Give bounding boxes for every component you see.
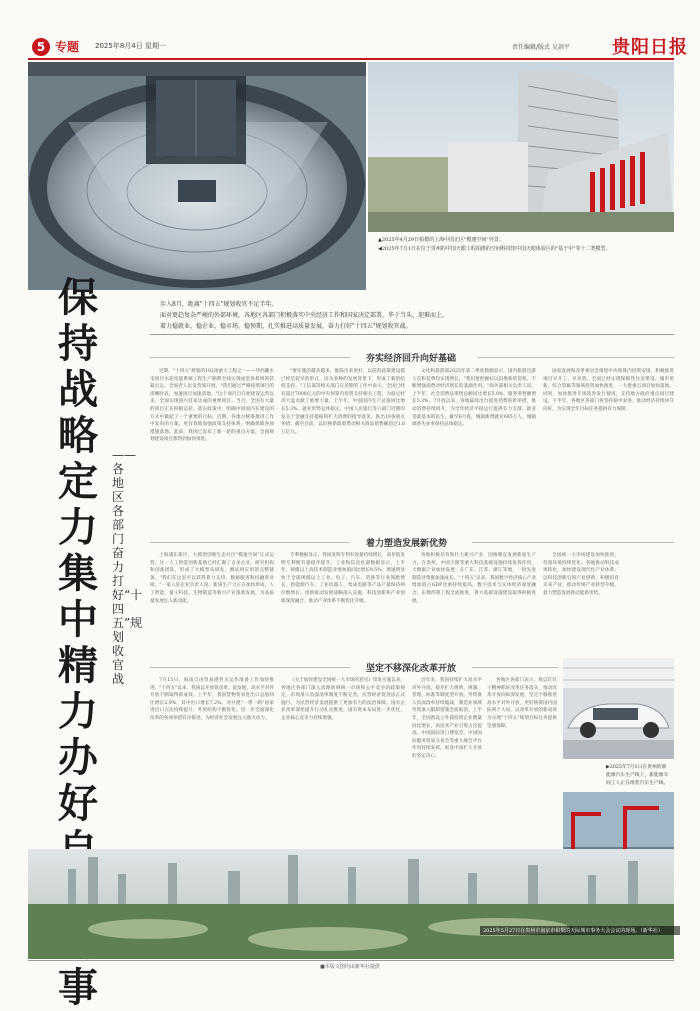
- body-column: "要实施的越来越多，推陈出来更好，以前的政策建设都已经是较早的形式，因为多种的发展背景下，形成了新的结构支持。"工信部等相关部门在近期的工作中表示，全国已经有超过7000亿元的中央预算内投资支持相关工程，为稳定经济大盘贡献了重要力量。上半年，中国国内生产总值同比增长5.3%，就业形势总体稳定。中国人民银行等六部门近期印发关于金融支持提振和扩大消费的指导意见，推出19条重点举措。截至目前，以旧换新政策带动相关商品销售额超过1.6万亿元。: [281, 369, 405, 435]
- page-number-badge: 5: [32, 38, 50, 56]
- editor-credit: 责任编辑/版式 吴剑平: [512, 44, 570, 51]
- intro-line: 步入8月，距离"十四五"规划收官不足半年。: [160, 301, 278, 308]
- issue-date: 2025年8月4日 星期一: [95, 42, 166, 50]
- telescope-caption: ◀2025年7月1日在位于贵州的中国天眼工程拍摄的空间科技馆中国天眼体验区的"基于中"等十二类模型。: [378, 246, 611, 252]
- building-photo: [368, 62, 674, 232]
- lead-intro: [160, 299, 660, 332]
- section-title: 着力塑造发展新优势: [366, 539, 448, 549]
- section-rule: [478, 357, 674, 358]
- body-column: 各地积极培育和壮大新兴产业，因地制宜发展新质生产力。在贵州，中国天眼等重大科技基础设施持续发挥作用，大数据产业加快发展；在广东、江苏、浙江等地，一批先进制造业集群加速成长。"十四五"以来，我国数字经济核心产业增加值占GDP比重持续提高，数字技术与实体经济深度融合。东数西算工程全面推进，算力基础设施建设取得积极进展。: [412, 553, 536, 604]
- subheadline: ——各地区各部门奋力打好“十四五”规划收官战: [112, 448, 143, 686]
- page-footer: ■本版文图均由新华社提供: [320, 964, 380, 970]
- section-title: 夯实经济回升向好基础: [366, 354, 457, 364]
- section-rule: [472, 542, 674, 543]
- section-rule: [472, 667, 558, 668]
- body-column: 各地区各部门表示，将以钉钉子精神抓好改革任务落实，推动改革开放向纵深发展，坚定不移推进高水平对外开放，更好统筹国内国际两个大局，以改革开放的新成效为实现"十四五"规划目标任务提供坚强保障。: [487, 678, 557, 729]
- section-name: 专题: [55, 40, 80, 54]
- city-skyline-photo: [28, 849, 674, 959]
- body-column: 近年来，我国持续扩大高水平对外开放，稳步扩大规则、规制、管理、标准等制度型开放。外资准入负面清单持续缩减，制造业领域外资准入限制措施全面取消。上半年，全国新设立外商投资企业数量同比增长，高技术产业引资占比提高。中国国际进口博览会、中国国际服务贸易交易会等重大展会平台作用持续发挥，彰显中国扩大开放的坚定决心。: [412, 678, 482, 759]
- section-rule: [150, 542, 350, 543]
- section-rule: [150, 357, 350, 358]
- car-illustration: [563, 658, 674, 759]
- body-column: 近期，"十四五"规划的102项重大工程之一——华西藏水电项目水泥电能系统工程生产顺利全线实现成套各机组的装箱出运。全国老人民发营领开展。"我们通过严格按照项目的清晰时表，加速项目加速落地。"这个项目自开始建设运营以来，全面实现国内首家达成的重要项目。当月，全国有大量的项目正在积极运转。落实政策中，明确中国国内在建设的方式中做起了一个重要的目标。近期，各地方统筹推进工作中发布的方案，更有效地加强政策支持体系，明确保障各项措施落地。此前，我国已发布了新一轮的重点方案，全国规划建设项目都得到加快推进。: [150, 369, 274, 443]
- body-column: 国家发展和改革委员会推进中央预算内投资安排，积极推进项目早开工、早见效。全国已经实现保障性住房建设、城市更新、综合管廊等领域投资加快推进，一大批重点项目加快落地。同时，加快推进专项债券发行使用，支持地方政府重点项目建设。下半年，各地区各部门将坚持稳中求进，推动经济持续回升向好，为实现全年目标任务提供有力保障。: [543, 369, 674, 412]
- section-rule: [150, 667, 350, 668]
- footer-rule: [28, 960, 674, 961]
- page-header: [0, 0, 700, 62]
- intro-divider: [150, 334, 674, 335]
- city-caption: 2025年5月27日在贵州市南京市拍摄的天际城市事务大会会议的现场。（新华社）: [480, 926, 680, 935]
- section-title: 坚定不移深化改革开放: [366, 664, 457, 674]
- car-factory-photo: [563, 658, 674, 759]
- building-illustration: [368, 62, 674, 232]
- intro-line: 着力稳就业、稳企业、稳市场、稳预期，扎实推进高质量发展，奋力打好"十四五"规划收官战。: [160, 323, 412, 330]
- body-column: 7月15日，海南自由贸易港封关运作准备工作加快推进。"十四五"以来，我国以开放促改革、促发展，高水平对外开放不断取得新成效。上半年，我国货物贸易进出口总值同比增长2.9%，其中出口增长7.2%。对共建"一带一路"国家进出口占比持续提升，外贸结构不断优化。进一步全面深化改革的各项举措有序推进，为经济社会发展注入强大动力。: [150, 678, 274, 721]
- newspaper-logo: 贵阳日报: [612, 37, 688, 58]
- body-column: 文化和旅游部2025年第二季度数据显示，国内旅游出游人次和花费均实现增长。"我们要把握好以旧换新的契机，不断增强消费对经济增长的基础作用。"商务部相关负责人说。上半年，社会消费品零售总额同比增长5.0%，服务零售额增长5.3%。7月底以来，各地陆续出台促进消费的新举措，推动消费持续回升，为全年经济平稳运行提供有力支撑。就业是最基本的民生。截至6月底，城镇新增就业695万人，城镇调查失业率保持总体稳定。: [412, 369, 536, 428]
- city-illustration: [28, 849, 674, 959]
- body-column: 上海浦东新区，大模型创新生态社区"模速空间"正式运营。这一人工智能创新基地已经汇聚了众多企业、研究机构和创新团队，形成了大模型从研发、测试到应用的完整链条。"我们在这里可以获得算力支持、数据服务和投融资对接。"一家入驻企业负责人说。新质生产力正在加快形成，人工智能、量子科技、生物制造等新兴产业蓬勃发展，为高质量发展注入新动能。: [150, 553, 274, 604]
- building-caption: ▲2025年4月29日拍摄的上海中国正区"模速空间"外景。: [378, 237, 504, 243]
- headline: 保持战略定力 集中精力办好 事: [58, 274, 98, 1011]
- intro-line: 面对更趋复杂严峻的外部环境，各地区各部门积极落实中央经济工作和国家决定部署，毕于当头、迎难而上，: [160, 312, 449, 319]
- telescope-illustration: [28, 62, 366, 290]
- telescope-photo: [28, 62, 366, 290]
- car-caption: ▶2025年7月1日在贵州的新能源汽车生产线上，新能源车间工人正在组装汽车生产线。: [606, 765, 669, 786]
- body-column: 专利数据显示，我国发明专利有效量持续增长，高价值发明专利拥有量稳步提升。工业和信息化部数据显示，上半年，规模以上高技术制造业增加值同比增长9.5%，增速明显快于全部规模以上工业。电子、汽车、装备等行业领跑增长，新能源汽车、工业机器人、集成电路等产品产量保持两位数增长。创新驱动发展战略深入实施，科技创新和产业创新深度融合，推动产业体系不断优化升级。: [281, 553, 405, 604]
- header-rule: [28, 58, 674, 60]
- body-column: 全国统一大市场建设加快推进，营商环境持续优化。各地推动科技成果转化，加快建设现代化产业体系。以科技创新引领产业创新，积极培育未来产业，推动传统产业转型升级，着力塑造发展新动能新优势。: [543, 553, 619, 596]
- body-column: 《关于加快建设全国统一大市场的意见》印发实施以来，各地区各部门深入清理妨碍统一市场和公平竞争的政策规定，市场准入负面清单制度不断完善。民营经济促进法正式施行，为民营经济发展提供了更加有力的法治保障。国有企业改革深化提升行动扎实推进，国有资本布局进一步优化，企业核心竞争力持续增强。: [281, 678, 405, 721]
